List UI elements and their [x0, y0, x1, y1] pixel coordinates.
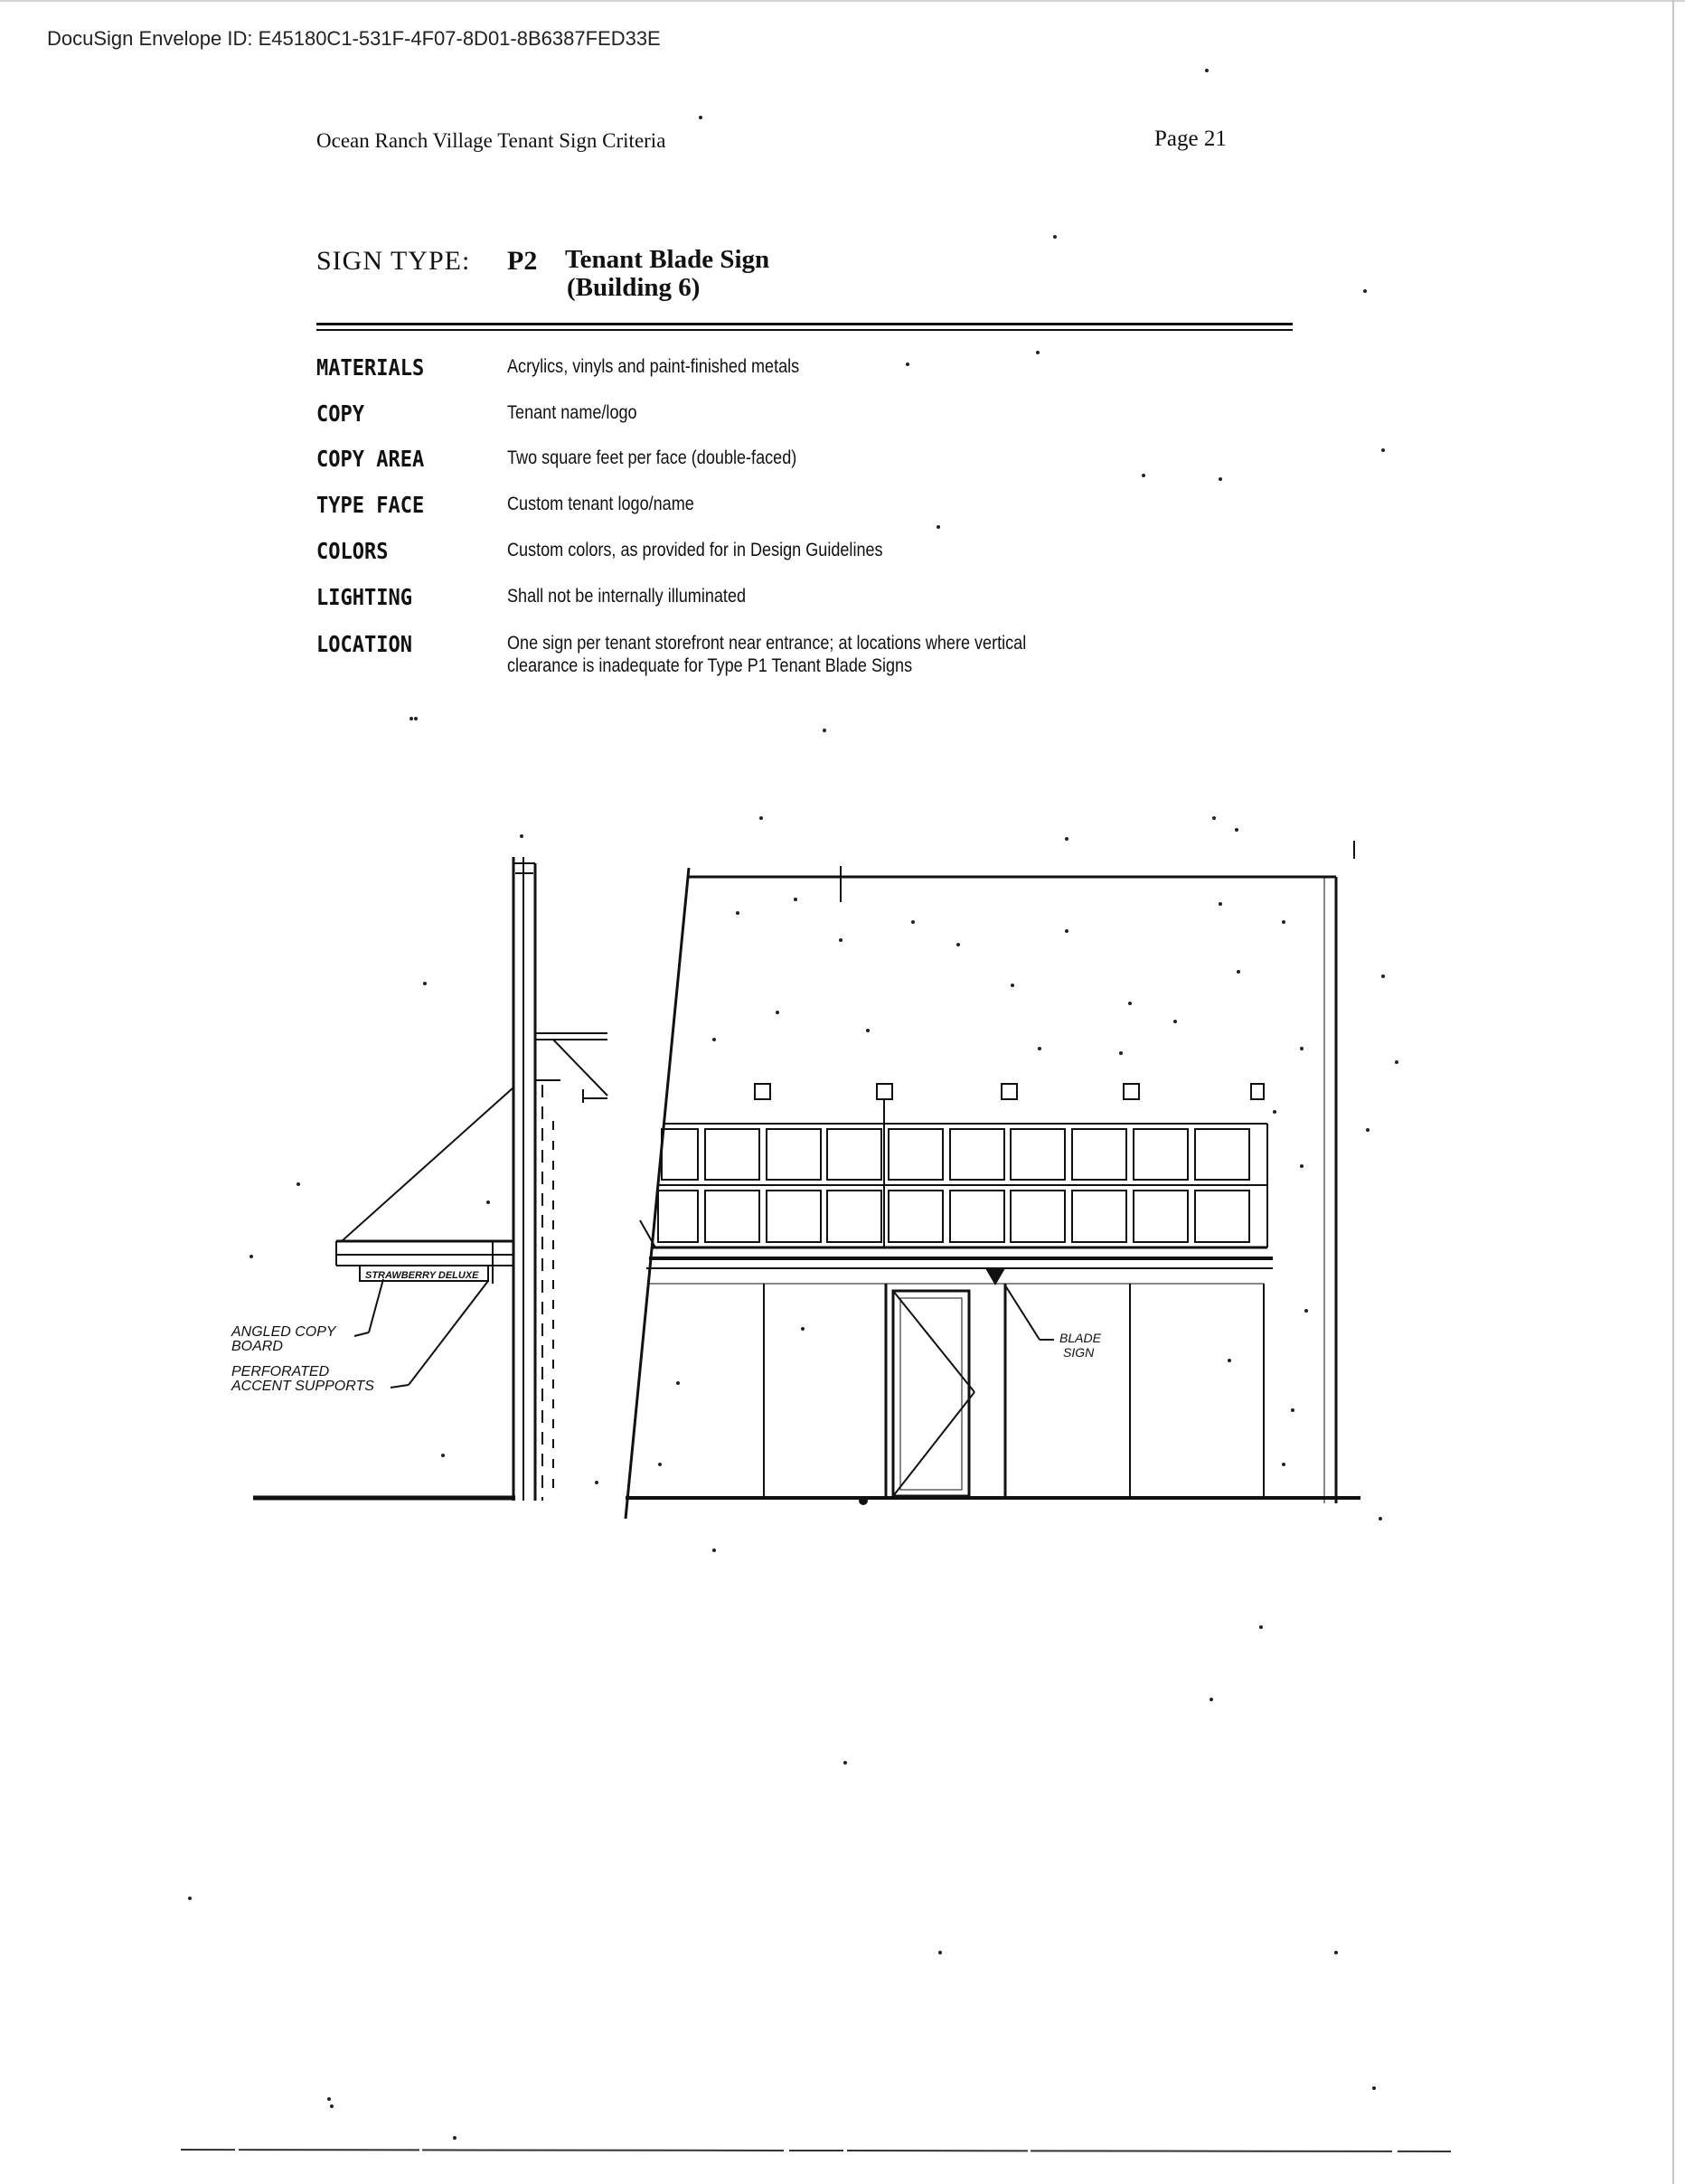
- callout-blade-sign-line-2: SIGN: [1063, 1345, 1095, 1360]
- callout-supports-line-2: ACCENT SUPPORTS: [231, 1379, 374, 1394]
- spec-value: Acrylics, vinyls and paint-finished metals: [507, 356, 800, 377]
- spec-label: COPY: [316, 401, 364, 428]
- spec-label: TYPE FACE: [316, 493, 425, 519]
- page-number: Page 21: [1154, 127, 1227, 151]
- page-bottom-rule: [181, 2150, 1451, 2151]
- storefront-elevation: [626, 841, 1360, 1519]
- spec-value: Custom colors, as provided for in Design Guidelines: [507, 540, 883, 560]
- sign-type-label: SIGN TYPE:: [316, 246, 471, 276]
- scan-speckles: [188, 69, 1398, 2140]
- section-view: [253, 857, 607, 1501]
- spec-label: COLORS: [316, 539, 389, 565]
- callout-angled-copy-line-1: ANGLED COPY: [231, 1324, 336, 1340]
- spec-label: MATERIALS: [316, 355, 425, 381]
- spec-label: LIGHTING: [316, 585, 412, 611]
- callout-blade-sign-line-1: BLADE: [1059, 1331, 1101, 1345]
- spec-value: Tenant name/logo: [507, 402, 637, 423]
- docusign-envelope-id: DocuSign Envelope ID: E45180C1-531F-4F07-8D01-8B6387FED33E: [47, 27, 661, 50]
- spec-value: Two square feet per face (double-faced): [507, 447, 797, 468]
- sign-name-line-1: Tenant Blade Sign: [565, 245, 770, 274]
- sign-type-code: P2: [507, 246, 538, 276]
- spec-label: COPY AREA: [316, 447, 425, 473]
- sign-name-line-2: (Building 6): [567, 273, 701, 302]
- callout-supports-line-1: PERFORATED: [231, 1364, 330, 1379]
- spec-value: One sign per tenant storefront near entrance; at locations where vertical clearance is inadequate for Type P1 Tenant Blade Signs: [507, 633, 1027, 676]
- spec-label: LOCATION: [316, 632, 412, 658]
- document-title: Ocean Ranch Village Tenant Sign Criteria: [316, 129, 666, 152]
- spec-value: Custom tenant logo/name: [507, 494, 694, 514]
- callout-angled-copy-line-2: BOARD: [231, 1339, 283, 1354]
- spec-value: Shall not be internally illuminated: [507, 586, 747, 607]
- sign-board-text: STRAWBERRY DELUXE: [365, 1270, 479, 1281]
